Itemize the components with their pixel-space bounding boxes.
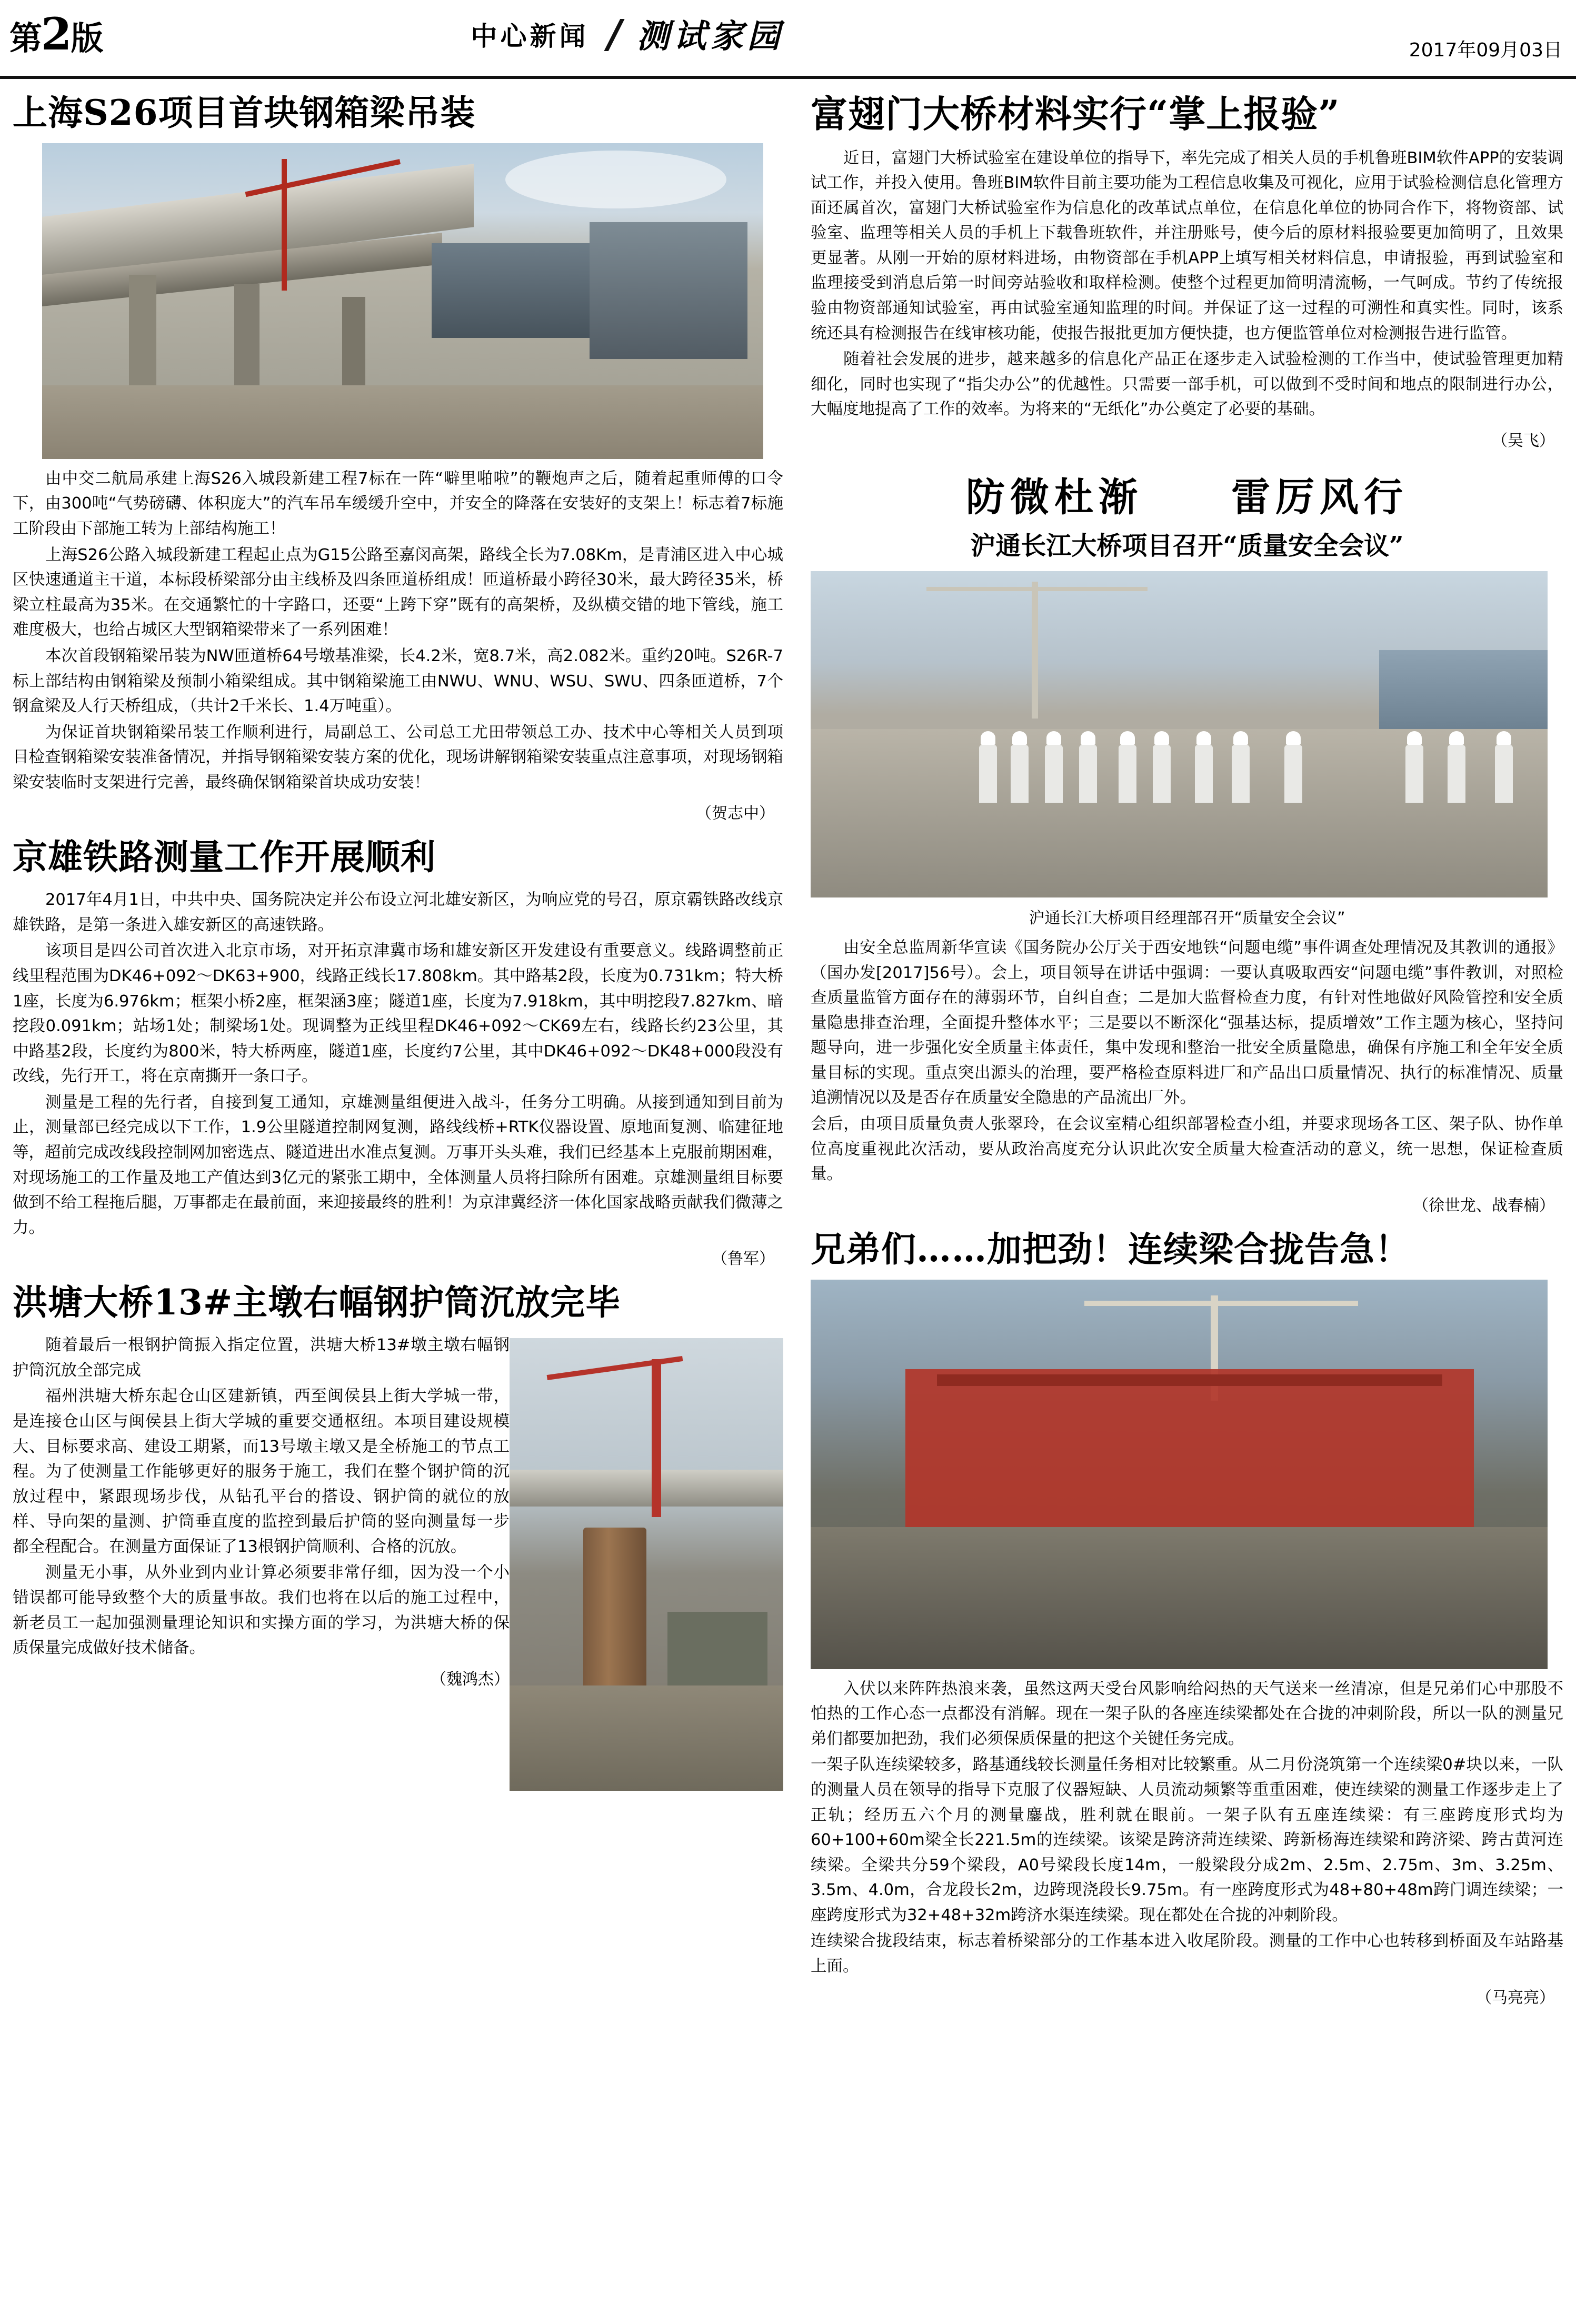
article-headline: 防微杜渐 雷厉风行: [966, 474, 1408, 520]
hongtang-bridge-pile-casing-photo: [510, 1338, 783, 1791]
photo-worker: [1153, 745, 1171, 803]
article-subheadline: 沪通长江大桥项目召开“质量安全会议”: [970, 531, 1404, 561]
photo-ground: [510, 1685, 783, 1791]
steel-girder-bridge-photo: [811, 1280, 1548, 1669]
photo-red-steel-truss: [905, 1369, 1474, 1527]
article-headline: 上海S26项目首块钢箱梁吊装: [13, 92, 476, 133]
article-byline: （马亮亮）: [1476, 1988, 1555, 2007]
article-paragraph: 由中交二航局承建上海S26入城段新建工程7标在一阵“噼里啪啦”的鞭炮声之后，随着起重师傅的口令下，由300吨“气势磅礴、体积庞大”的汽车吊车缓缓升空中，并安全的降落在安装好的支架上！标志着7标施工阶段由下部施工转为上部结构施工！: [13, 469, 783, 538]
article-paragraph: 随着社会发展的进步，越来越多的信息化产品正在逐步走入试验检测的工作当中，使试验管理更加精细化，同时也实现了“指尖办公”的优越性。只需要一部手机，可以做到不受时间和地点的限制进行办公，大幅度地提高了工作的效率。为将来的“无纸化”办公奠定了必要的基础。: [811, 350, 1563, 419]
article-jingxiong-railway: [13, 837, 783, 1269]
article-paragraph: 由安全总监周新华宣读《国务院办公厅关于西安地铁“问题电缆”事件调查处理情况及其教训的通报》（国办发[2017]56号）。会上，项目领导在讲话中强调：一要认真吸取西安“问题电缆”事件教训，对照检查质量监管方面存在的薄弱环节，自纠自查；二是加大监督检查力度，有针对性地做好风险管控和安全质量隐患排查治理，全面提升整体水平；三是要以不断深化“强基达标，提质增效”工作主题为核心，坚持问题导向，进一步强化安全质量主体责任，集中发现和整治一批安全质量隐患，确保有序施工和全年安全质量目标的实现。重点突出源头的治理，要严格检查原料进厂和产品出口质量情况、执行的标准情况、质量追溯情况以及是否存在质量安全隐患的产品流出厂外。: [811, 938, 1563, 1108]
article-hongtang-bridge: [13, 1282, 783, 1796]
slash-divider-icon: /: [607, 12, 622, 57]
article-paragraph: 随着最后一根钢护筒振入指定位置，洪塘大桥13#墩主墩右幅钢护筒沉放全部完成: [13, 1336, 510, 1380]
article-headline: 京雄铁路测量工作开展顺利: [13, 836, 436, 878]
photo-steel-box-girder: [432, 243, 605, 338]
article-shanghai-s26: [13, 93, 783, 823]
article-paragraph: 2017年4月1日，中共中央、国务院决定并公布设立河北雄安新区，为响应党的号召，原京霸铁路改线京雄铁路，是第一条进入雄安新区的高速铁路。: [13, 891, 783, 934]
article-paragraph: 本次首段钢箱梁吊装为NW匝道桥64号墩基准梁，长4.2米，宽8.7米，高2.082米。重约20吨。S26R-7标上部结构由钢箱梁及预制小箱梁组成。其中钢箱梁施工由NWU、WNU、WSU、SWU、四条匝道桥，7个钢盒梁及人行天桥组成，（共计2千米长、1.4万吨重）。: [13, 646, 783, 716]
photo-caption: 沪通长江大桥项目经理部召开“质量安全会议”: [1029, 909, 1345, 927]
masthead: [0, 0, 1576, 79]
photo-crawler-crane: [667, 1612, 767, 1691]
photo-truss-chord: [937, 1374, 1442, 1386]
photo-worker: [1232, 745, 1250, 803]
photo-worker: [1448, 745, 1465, 803]
photo-cloud: [505, 151, 726, 208]
article-fuchimen-bridge: [811, 93, 1563, 451]
page-prefix: 第: [9, 19, 42, 57]
photo-steel-box-girder: [590, 222, 747, 359]
article-paragraph: 近日，富翅门大桥试验室在建设单位的指导下，率先完成了相关人员的手机鲁班BIM软件APP的安装调试工作，并投入使用。鲁班BIM软件目前主要功能为工程信息收集及可视化，应用于试验检测信息化管理方面还属首次，富翅门大桥试验室作为信息化的改革试点单位，在信息化单位的协同合作下，将物资部、试验室、监理等相关人员的手机上下载鲁班软件，并注册账号，使今后的原材料报验要更加简明了，且效果更显著。从刚一开始的原材料进场，由物资部在手机APP上填写相关材料信息，申请报验，再到试验室和监理接受到消息后第一时间旁站验收和取样检测。使整个过程更加简明清流畅，一气呵成。节约了传统报验由物资部通知试验室，再由试验室通知监理的时间。并保证了这一过程的可溯性和真实性。同时，该系统还具有检测报告在线审核功能，使报告报批更加方便快捷，也方便监管单位对检测报告进行监管。: [811, 148, 1563, 343]
photo-worker: [1495, 745, 1513, 803]
photo-crane-jib: [1084, 1301, 1358, 1306]
photo-crane-mast: [1032, 582, 1038, 719]
article-headline: 富翅门大桥材料实行“掌上报验”: [811, 92, 1340, 136]
article-paragraph: 会后，由项目质量负责人张翠玲，在会议室精心组织部署检查小组，并要求现场各工区、架子队、协作单位高度重视此次活动，要从政治高度充分认识此次安全质量大检查活动的意义，统一思想，保证检查质量。: [811, 1115, 1563, 1184]
photo-worker: [1079, 745, 1097, 803]
article-paragraph: 福州洪塘大桥东起仓山区建新镇，西至闽侯县上街大学城一带，是连接仓山区与闽侯县上街大学城的重要交通枢纽。本项目建设规模大、目标要求高、建设工期紧，而13号墩主墩又是全桥施工的节点工程。为了使测量工作能够更好的服务于施工，我们在整个钢护筒的沉放过程中，紧跟现场步伐，从钻孔平台的搭设、钢护筒的就位的放样、导向架的量测、护筒垂直度的监控到最后护筒的竖向测量每一步都全程配合。在测量方面保证了13根钢护筒顺利、合格的沉放。: [13, 1387, 510, 1556]
article-byline: （贺志中）: [696, 804, 775, 823]
highway-bridge-construction-photo: [42, 143, 763, 459]
photo-worker: [979, 745, 997, 803]
article-byline: （魏鸿杰）: [431, 1670, 510, 1689]
photo-crane-jib: [547, 1356, 683, 1380]
article-continuous-beam-closure: [811, 1229, 1563, 2008]
article-hutong-yangtze-bridge: [811, 466, 1563, 1215]
article-paragraph: 上海S26公路入城段新建工程起止点为G15公路至嘉闵高架，路线全长为7.08Km，是青浦区进入中心城区快速通道主干道，本标段桥梁部分由主线桥及四条匝道桥组成！匝道桥最小跨径30米，最大跨径35米，桥梁立柱最高为35米。在交通繁忙的十字路口，还要“上跨下穿”既有的高架桥，及纵横交错的地下管线，施工难度极大，也给占城区大型钢箱梁带来了一系列困难！: [13, 545, 783, 640]
page-suffix: 版: [71, 19, 103, 57]
photo-bridge-deck: [811, 1527, 1548, 1669]
article-byline: （吴飞）: [1492, 431, 1555, 450]
photo-bridge-deck: [811, 729, 1548, 897]
page-columns: [0, 79, 1576, 2011]
photo-worker: [1195, 745, 1213, 803]
publication-logo: 测试家园: [636, 16, 784, 55]
photo-crane-tower: [652, 1359, 661, 1517]
photo-ground: [42, 385, 763, 459]
photo-worker: [1011, 745, 1029, 803]
article-paragraph: 测量是工程的先行者，自接到复工通知，京雄测量组便进入战斗，任务分工明确。从接到通知到目前为止，测量部已经完成以下工作，1.9公里隧道控制网复测，路线线桥+RTK仪器设置、原地面复测、临建征地等，超前完成改线段控制网加密选点、隧道进出水准点复测。万事开头头难，我们已经基本上克服前期困难，对现场施工的工作量及地工产值达到3亿元的紧张工期中，全体测量人员将扫除所有困难。京雄测量组目标要做到不给工程拖后腿，万事都走在最前面，来迎接最终的胜利！为京津冀经济一体化国家战略贡献我们微薄之力。: [13, 1093, 783, 1237]
article-byline: （鲁军）: [712, 1250, 775, 1269]
article-paragraph: 一架子队连续梁较多，路基通线较长测量任务相对比较繁重。从二月份浇筑第一个连续梁0#块以来，一队的测量人员在领导的指导下克服了仪器短缺、人员流动频繁等重重困难，使连续梁的测量工作逐步走上了正轨；经历五六个月的测量鏖战，胜利就在眼前。一架子队有五座连续梁：有三座跨度形式均为60+100+60m梁全长221.5m的连续梁。该梁是跨济菏连续梁、跨新杨海连续梁和跨济梁、跨古黄河连续梁。全梁共分59个梁段，A0号梁段长度14m，一般梁段分成2m、2.5m、2.75m、3m、3.25m、3.5m、4.0m，合龙段长2m，边跨现浇段长9.75m。有一座跨度形式为48+80+48m跨门调连续梁；一座跨度形式为32+48+32m跨济水渠连续梁。现在都处在合拢的冲刺阶段。: [811, 1756, 1563, 1924]
article-paragraph: 为保证首块钢箱梁吊装工作顺利进行，局副总工、公司总工尤田带领总工办、技术中心等相关人员到项目检查钢箱梁安装准备情况，并指导钢箱梁安装方案的优化，现场讲解钢箱梁安装重点注意事项，对现场钢箱梁安装临时支架进行完善，最终确保钢箱梁首块成功安装！: [13, 723, 783, 792]
page-number-label: [9, 8, 103, 64]
issue-date: 2017年09月03日: [1409, 39, 1562, 61]
left-column: [13, 79, 797, 2011]
section-title: 中心新闻: [471, 21, 589, 52]
article-paragraph: 该项目是四公司首次进入北京市场，对开拓京津冀市场和雄安新区开发建设有重要意义。线路调整前正线里程范围为DK46+092～DK63+900，线路正线长17.808km。其中路基2段，长度为0.731km；特大桥1座，长度为6.976km；框架小桥2座，框架涵3座；隧道1座，长度为7.918km，其中明挖段7.827km、暗挖段0.091km；站场1处；制梁场1处。现调整为正线里程DK46+092～CK69左右，线路长约23公里，其中路基2段，长度约为800米，特大桥两座，隧道1座，长度约7公里，其中DK46+092～DK48+000段没有改线，先行开工，将在京南撕开一条口子。: [13, 942, 783, 1086]
article-paragraph: 连续梁合拢段结束，标志着桥梁部分的工作基本进入收尾阶段。测量的工作中心也转移到桥面及车站路基上面。: [811, 1932, 1563, 1976]
article-paragraph: 测量无小事，从外业到内业计算必须要非常仔细，因为没一个小错误都可能导致整个大的质量事故。我们也将在以后的施工过程中，新老员工一起加强测量理论知识和实操方面的学习，为洪塘大桥的保质保量完成做好技术储备。: [13, 1563, 510, 1658]
page-number: 2: [41, 8, 71, 60]
article-paragraph: 入伏以来阵阵热浪来袭，虽然这两天受台风影响给闷热的天气送来一丝清凉，但是兄弟们心中那股不怕热的工作心态一点都没有消解。现在一架子队的各座连续梁都处在合拢的冲刺阶段，所以一队的测量兄弟们都要加把劲，我们必须保质保量的把这个关键任务完成。: [811, 1679, 1563, 1748]
photo-worker: [1405, 745, 1423, 803]
photo-crane-mast: [282, 159, 287, 291]
photo-worker: [1045, 745, 1063, 803]
article-byline: （徐世龙、战春楠）: [1413, 1196, 1555, 1215]
photo-worker: [1119, 745, 1136, 803]
photo-bridge-span: [510, 1470, 783, 1507]
safety-meeting-photo: [811, 571, 1548, 897]
right-column: [797, 79, 1563, 2011]
photo-worker: [1284, 745, 1302, 803]
article-headline: 洪塘大桥13#主墩右幅钢护筒沉放完毕: [13, 1282, 621, 1323]
article-headline: 兄弟们……加把劲！连续梁合拢告急！: [811, 1228, 1410, 1270]
